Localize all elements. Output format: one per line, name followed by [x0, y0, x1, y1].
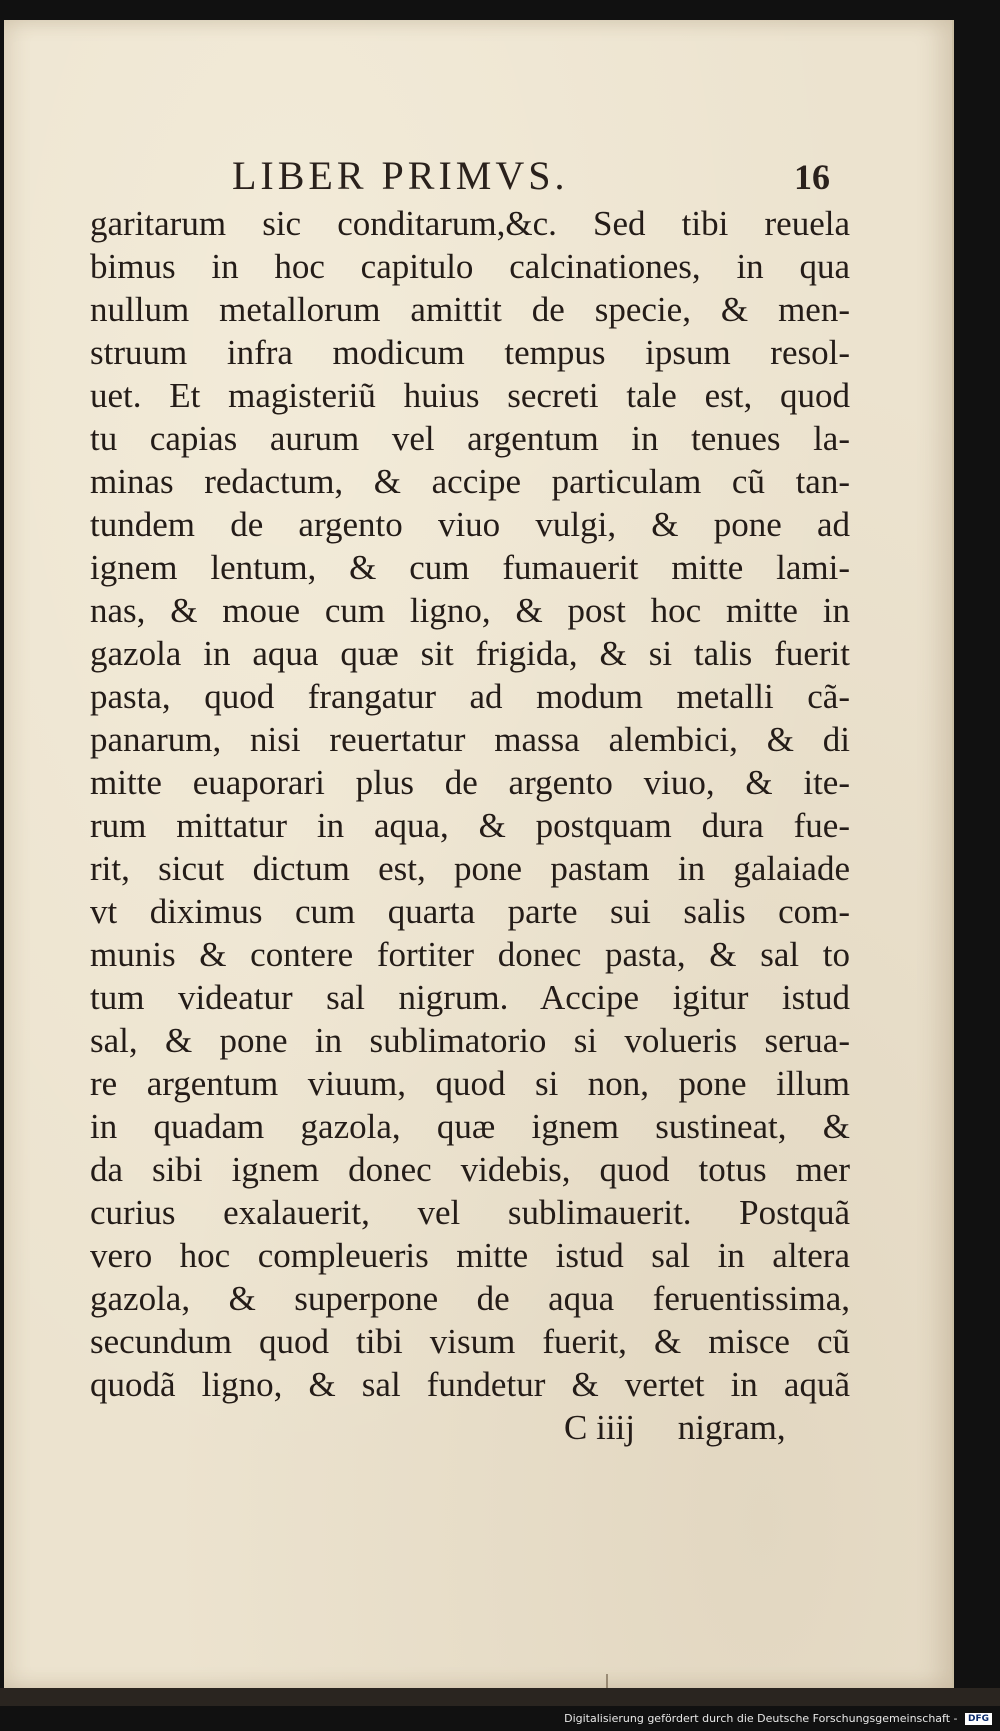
text-line: gazola in aqua quæ sit frigida, & si talis fuerit [90, 634, 850, 673]
text-line: in quadam gazola, quæ ignem sustineat, & [90, 1107, 850, 1146]
text-line: mitte euaporari plus de argento viuo, & ite- [90, 763, 850, 802]
text-line: da sibi ignem donec videbis, quod totus mer [90, 1150, 850, 1189]
text-line: nullum metallorum amittit de specie, & men- [90, 290, 850, 329]
body-text [90, 202, 850, 1406]
text-line: bimus in hoc capitulo calcinationes, in qua [90, 247, 850, 286]
scan-bottom-strip [0, 1688, 1000, 1706]
text-line: quodã ligno, & sal fundetur & vertet in aquã [90, 1365, 850, 1404]
text-line: munis & contere fortiter donec pasta, & sal to [90, 935, 850, 974]
text-line: vt diximus cum quarta parte sui salis com- [90, 892, 850, 931]
digitization-credit [564, 1712, 992, 1725]
text-line: pasta, quod frangatur ad modum metalli cã- [90, 677, 850, 716]
page-footer-marks [564, 1408, 854, 1448]
text-line: curius exalauerit, vel sublimauerit. Postquã [90, 1193, 850, 1232]
catchword: nigram, [677, 1408, 786, 1447]
signature-mark: C iiij [564, 1408, 635, 1447]
credit-text: Digitalisierung gefördert durch die Deutsche Forschungsgemeinschaft - [564, 1712, 958, 1725]
running-head: LIBER PRIMVS. [232, 153, 569, 198]
text-line: secundum quod tibi visum fuerit, & misce cũ [90, 1322, 850, 1361]
text-line: tundem de argento viuo vulgi, & pone ad [90, 505, 850, 544]
text-line: uet. Et magisteriũ huius secreti tale est, quod [90, 376, 850, 415]
text-line: struum infra modicum tempus ipsum resol- [90, 333, 850, 372]
text-line: rit, sicut dictum est, pone pastam in galaiade [90, 849, 850, 888]
text-line: re argentum viuum, quod si non, pone illum [90, 1064, 850, 1103]
paper-speck [606, 1674, 608, 1688]
text-line: tum videatur sal nigrum. Accipe igitur istud [90, 978, 850, 1017]
text-line: tu capias aurum vel argentum in tenues la- [90, 419, 850, 458]
text-line: ignem lentum, & cum fumauerit mitte lami- [90, 548, 850, 587]
text-line: gazola, & superpone de aqua feruentissima, [90, 1279, 850, 1318]
book-page [4, 20, 954, 1688]
text-line: nas, & moue cum ligno, & post hoc mitte in [90, 591, 850, 630]
text-line: minas redactum, & accipe particulam cũ tan- [90, 462, 850, 501]
folio-number: 16 [794, 157, 830, 197]
text-line: vero hoc compleueris mitte istud sal in altera [90, 1236, 850, 1275]
text-line: rum mittatur in aqua, & postquam dura fue- [90, 806, 850, 845]
text-line: sal, & pone in sublimatorio si volueris serua- [90, 1021, 850, 1060]
text-line: garitarum sic conditarum,&c. Sed tibi reuela [90, 204, 850, 243]
text-line: panarum, nisi reuertatur massa alembici, & di [90, 720, 850, 759]
dfg-logo-icon: DFG [965, 1713, 992, 1725]
